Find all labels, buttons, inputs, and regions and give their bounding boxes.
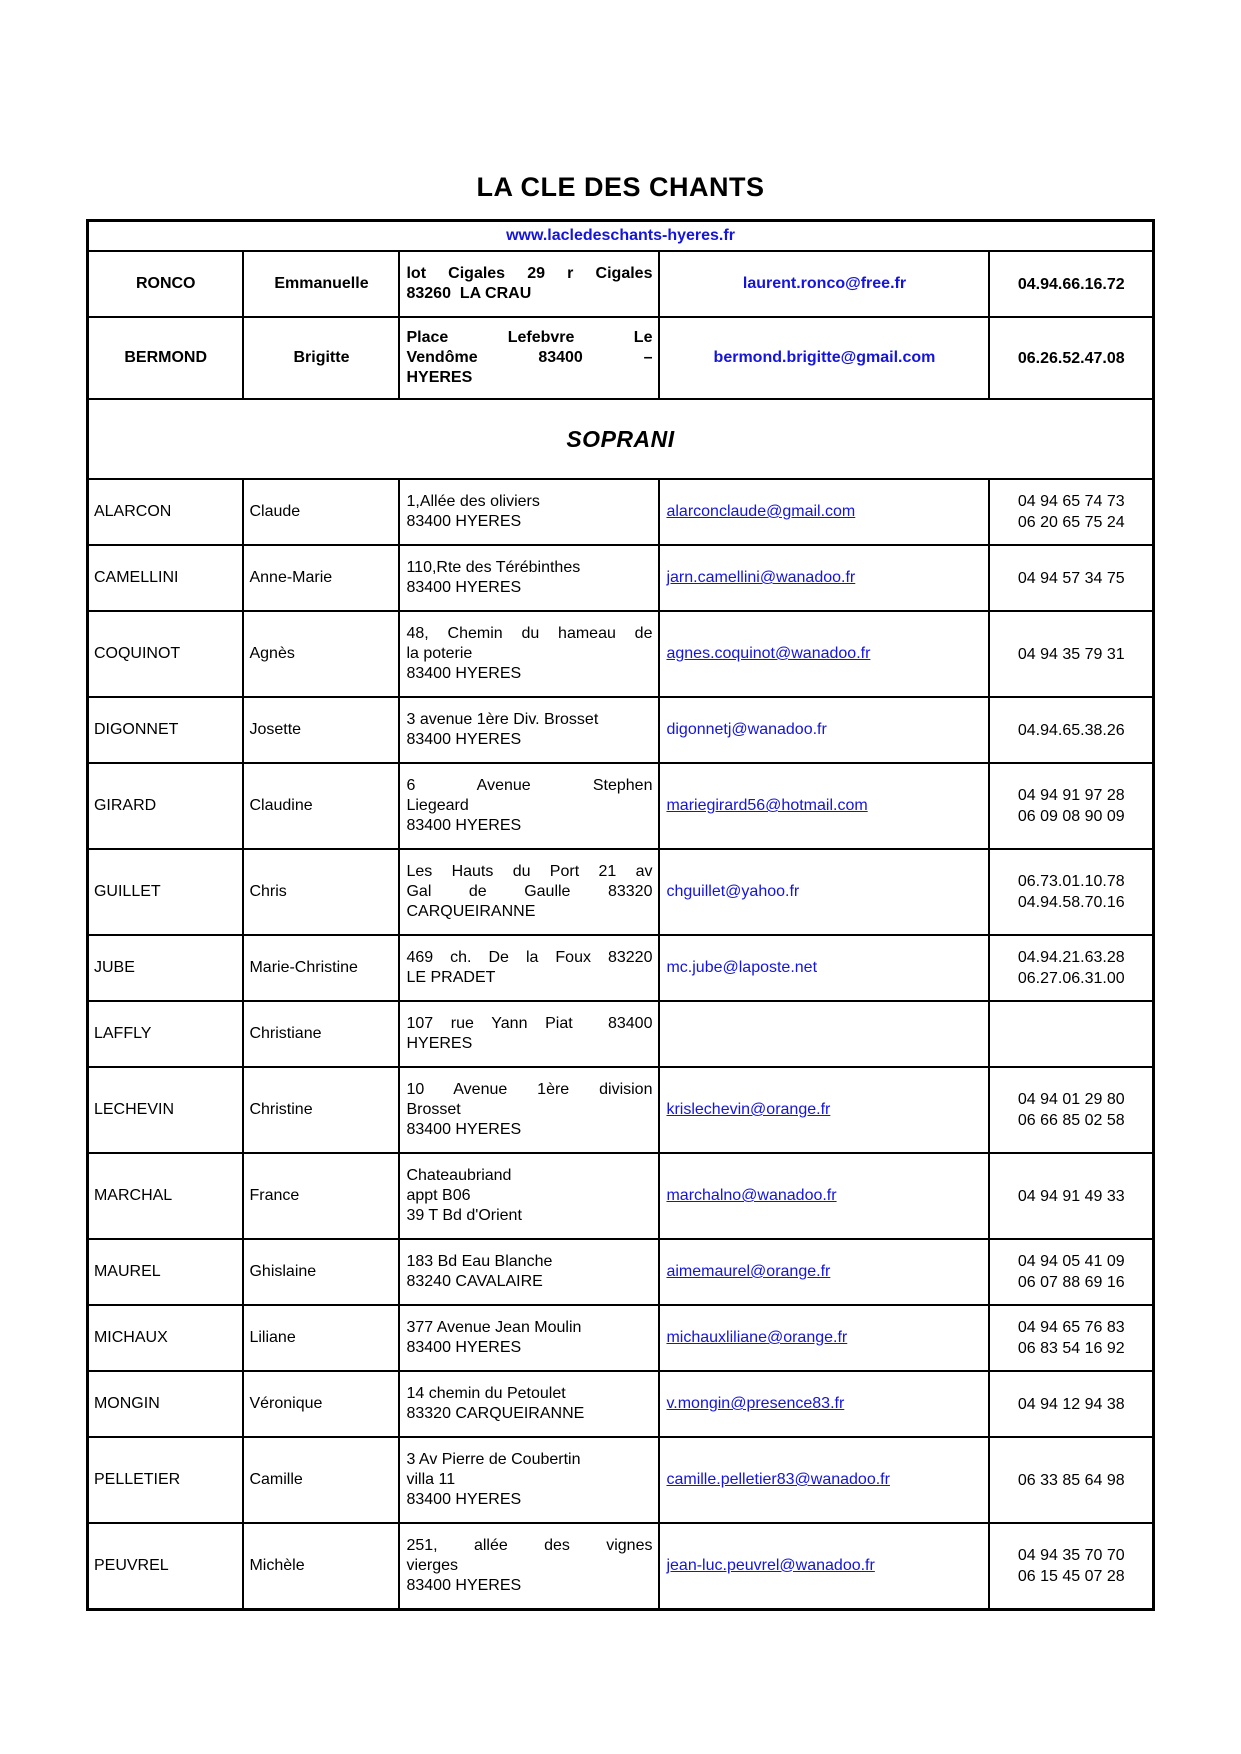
address-line: 48, Chemin du hameau de [406,625,653,642]
email-cell [659,611,989,697]
address [399,1371,659,1437]
address-line: 83400 HYERES [406,665,522,682]
member-row [87,1371,1153,1437]
last-name: JUBE [87,935,243,1001]
email-link[interactable]: jean-luc.peuvrel@wanadoo.fr [666,1556,875,1574]
first-name: Chris [243,849,399,935]
last-name: ALARCON [87,479,243,545]
email-link[interactable]: jarn.camellini@wanadoo.fr [666,569,856,586]
email-link[interactable]: chguillet@yahoo.fr [666,883,800,900]
email-link[interactable]: mariegirard56@hotmail.com [666,797,868,814]
phone: 06 07 88 69 16 [1017,1274,1125,1291]
phone: 04 94 35 70 70 [1017,1546,1125,1564]
last-name: LECHEVIN [87,1067,243,1153]
phone-cell [989,251,1153,317]
first-name: France [243,1153,399,1239]
phone: 04.94.21.63.28 [1017,949,1125,966]
phone-cell [989,1239,1153,1305]
email-cell [659,1523,989,1609]
officer-row [87,251,1153,317]
address-line: 83400 HYERES [406,1576,522,1594]
address-line: 3 Av Pierre de Coubertin [406,1451,581,1468]
address-line: 83240 CAVALAIRE [406,1273,543,1290]
phone-cell [989,935,1153,1001]
address-line: Liegeard [406,797,469,814]
phone: 04 94 91 49 33 [1017,1187,1125,1205]
address-line: Place Lefebvre Le [406,329,653,346]
email-link[interactable]: laurent.ronco@free.fr [742,275,907,292]
address-line: 83400 HYERES [406,817,522,834]
member-row [87,479,1153,545]
email-link[interactable]: v.mongin@presence83.fr [666,1395,845,1412]
phone: 06 33 85 64 98 [1017,1471,1125,1489]
email-link[interactable]: marchalno@wanadoo.fr [666,1187,837,1204]
member-row [87,545,1153,611]
address-line: 251, allée des vignes [406,1536,653,1554]
phone: 04 94 12 94 38 [1017,1395,1125,1413]
first-name: Ghislaine [243,1239,399,1305]
first-name: Christine [243,1067,399,1153]
email-cell [659,697,989,763]
member-row [87,763,1153,849]
address [399,697,659,763]
address-line: vierges [406,1556,459,1574]
last-name: MARCHAL [87,1153,243,1239]
phone-cell [989,479,1153,545]
member-row [87,1001,1153,1067]
phone: 04 94 65 74 73 [1017,493,1125,510]
email-cell [659,1067,989,1153]
email-cell [659,849,989,935]
address-line: Brosset [406,1101,461,1118]
officer-row [87,317,1153,399]
email-cell [659,1371,989,1437]
last-name: PELLETIER [87,1437,243,1523]
phone: 04.94.65.38.26 [1017,721,1125,739]
address [399,935,659,1001]
email-cell [659,935,989,1001]
phone: 06 15 45 07 28 [1017,1567,1125,1585]
phone-cell [989,1437,1153,1523]
address-line: 3 avenue 1ère Div. Brosset [406,711,599,728]
phone: 06.26.52.47.08 [1017,349,1125,367]
address [399,545,659,611]
phone: 04 94 91 97 28 [1017,787,1125,804]
phone: 06.27.06.31.00 [1017,970,1125,987]
address-line: 107 rue Yann Piat 83400 [406,1015,653,1032]
email-link[interactable]: mc.jube@laposte.net [666,959,818,976]
email-cell [659,1153,989,1239]
website-cell [87,221,1153,252]
phone-cell [989,317,1153,399]
phone: 04.94.58.70.16 [1017,894,1125,911]
email-link[interactable]: camille.pelletier83@wanadoo.fr [666,1471,890,1488]
phone: 04 94 05 41 09 [1017,1253,1125,1270]
email-link[interactable]: krislechevin@orange.fr [666,1101,831,1118]
first-name: Michèle [243,1523,399,1609]
address [399,479,659,545]
phone-cell [989,1305,1153,1371]
address-line: la poterie [406,645,473,662]
first-name: Brigitte [243,317,399,399]
address-line: 39 T Bd d'Orient [406,1207,522,1224]
last-name: LAFFLY [87,1001,243,1067]
first-name: Emmanuelle [243,251,399,317]
last-name: GIRARD [87,763,243,849]
address-line: 83400 HYERES [406,731,522,748]
member-row [87,1239,1153,1305]
member-row [87,1153,1153,1239]
phone: 06 09 08 90 09 [1017,808,1125,825]
address-line: 377 Avenue Jean Moulin [406,1319,582,1336]
phone-cell [989,1523,1153,1609]
address-line: 83400 HYERES [406,1491,522,1508]
address [399,317,659,399]
email-cell [659,545,989,611]
email-link[interactable]: michauxliliane@orange.fr [666,1329,848,1346]
page-title: LA CLE DES CHANTS [476,172,765,202]
email-cell [659,1239,989,1305]
phone-cell [989,1001,1153,1067]
member-row [87,1067,1153,1153]
first-name: Anne-Marie [243,545,399,611]
address-line: LE PRADET [406,969,496,986]
first-name: Josette [243,697,399,763]
first-name: Liliane [243,1305,399,1371]
address-line: CARQUEIRANNE [406,903,536,920]
email-cell [659,1305,989,1371]
address [399,763,659,849]
member-row [87,1523,1153,1609]
last-name: CAMELLINI [87,545,243,611]
member-row [87,1305,1153,1371]
phone-cell [989,763,1153,849]
email-cell [659,479,989,545]
address [399,1153,659,1239]
address-line: 14 chemin du Petoulet [406,1385,566,1402]
last-name: MONGIN [87,1371,243,1437]
member-row [87,611,1153,697]
address-line: 83400 HYERES [406,513,522,530]
address [399,251,659,317]
phone: 04 94 35 79 31 [1017,645,1125,663]
address [399,1001,659,1067]
last-name: MAUREL [87,1239,243,1305]
last-name: COQUINOT [87,611,243,697]
address-line: 83400 HYERES [406,579,522,596]
phone: 06 20 65 75 24 [1017,514,1125,531]
section-header: SOPRANI [87,399,1153,479]
phone: 06 66 85 02 58 [1017,1112,1125,1129]
phone-cell [989,1067,1153,1153]
phone: 06 83 54 16 92 [1017,1340,1125,1357]
first-name: Véronique [243,1371,399,1437]
email-link[interactable]: alarconclaude@gmail.com [666,503,856,520]
last-name: DIGONNET [87,697,243,763]
address [399,1239,659,1305]
first-name: Camille [243,1437,399,1523]
phone: 06.73.01.10.78 [1017,873,1125,890]
address [399,1305,659,1371]
email-cell [659,317,989,399]
contacts-table [86,219,1155,1611]
address-line: Chateaubriand [406,1167,512,1184]
address-line: 10 Avenue 1ère division [406,1081,653,1098]
email-cell [659,251,989,317]
email-link[interactable]: bermond.brigitte@gmail.com [713,349,936,366]
address-line: 1,Allée des oliviers [406,493,540,510]
section-row [87,399,1153,479]
website-link[interactable]: www.lacledeschants-hyeres.fr [506,227,735,244]
email-cell [659,1437,989,1523]
phone-cell [989,1153,1153,1239]
address [399,1437,659,1523]
first-name: Agnès [243,611,399,697]
address [399,1067,659,1153]
first-name: Christiane [243,1001,399,1067]
address-line: 110,Rte des Térébinthes [406,559,581,576]
last-name: PEUVREL [87,1523,243,1609]
phone: 04.94.66.16.72 [1017,275,1125,293]
address-line: 83400 HYERES [406,1339,522,1356]
email-cell [659,763,989,849]
address [399,1523,659,1609]
last-name: RONCO [87,251,243,317]
address-line: 6 Avenue Stephen [406,777,653,794]
email-link[interactable]: agnes.coquinot@wanadoo.fr [666,645,871,662]
first-name: Claudine [243,763,399,849]
phone-cell [989,849,1153,935]
address-line: Vendôme 83400 – [406,349,653,366]
email-cell [659,1001,989,1067]
last-name: BERMOND [87,317,243,399]
phone-cell [989,545,1153,611]
address-line: lot Cigales 29 r Cigales [406,265,653,282]
address-line: 183 Bd Eau Blanche [406,1253,553,1270]
member-row [87,697,1153,763]
address-line: Les Hauts du Port 21 av [406,863,653,880]
member-row [87,849,1153,935]
address-line: 83400 HYERES [406,1121,522,1138]
phone-cell [989,1371,1153,1437]
address-line: appt B06 [406,1187,471,1204]
last-name: GUILLET [87,849,243,935]
phone: 04 94 65 76 83 [1017,1319,1125,1336]
address-line: 83320 CARQUEIRANNE [406,1405,585,1422]
address-line: 469 ch. De la Foux 83220 [406,949,653,966]
email-link[interactable]: digonnetj@wanadoo.fr [666,721,827,738]
address [399,849,659,935]
address-line: HYERES [406,1035,473,1052]
address [399,611,659,697]
address-line: villa 11 [406,1471,456,1488]
phone: 04 94 57 34 75 [1017,569,1125,587]
first-name: Marie-Christine [243,935,399,1001]
website-row [87,221,1153,252]
last-name: MICHAUX [87,1305,243,1371]
phone-cell [989,697,1153,763]
email-link[interactable]: aimemaurel@orange.fr [666,1263,831,1280]
phone-cell [989,611,1153,697]
address-line: HYERES [406,369,473,386]
first-name: Claude [243,479,399,545]
member-row [87,1437,1153,1523]
phone: 04 94 01 29 80 [1017,1091,1125,1108]
member-row [87,935,1153,1001]
address-line: Gal de Gaulle 83320 [406,883,653,900]
address-line: 83260 LA CRAU [406,285,532,302]
